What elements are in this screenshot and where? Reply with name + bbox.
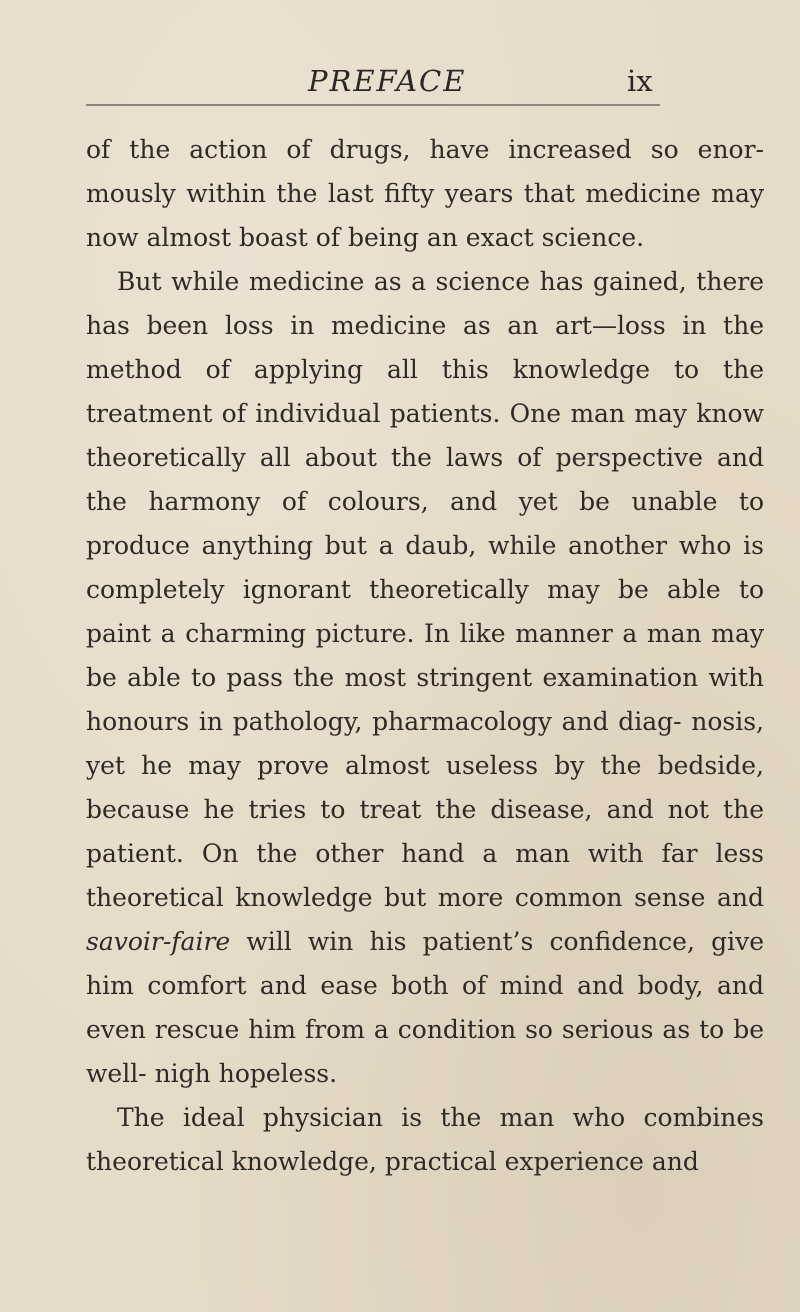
paragraph-1-text: of the action of drugs, have increased so enor- mously within the last fifty years that medicine may now almost boast of being an exact science.	[86, 135, 764, 252]
body-text	[86, 128, 764, 1184]
paragraph-2-text-after: will win his patient’s confidence, give him comfort and ease both of mind and body, and even rescue him from a condition so serious as to be well- nigh hopeless.	[86, 927, 764, 1088]
page-number: ix	[627, 64, 653, 98]
running-title: PREFACE	[308, 64, 467, 98]
paragraph-3-text: The ideal physician is the man who combines theoretical knowledge, practical experience and	[86, 1103, 764, 1176]
paragraph-2	[86, 260, 764, 1096]
paragraph-3	[86, 1096, 764, 1184]
paragraph-2-text-before: But while medicine as a science has gained, there has been loss in medicine as an art—loss in the method of applying all this knowledge to the treatment of individual patients. One man may know theoretically all about the laws of perspective and the harmony of colours, and yet be unable to produce anything but a daub, while another who is completely ignorant theoretically may be able to paint a charming picture. In like manner a man may be able to pass the most stringent examination with honours in pathology, pharmacology and diag- nosis, yet he may prove almost useless by the bedside, because he tries to treat the disease, and not the patient. On the other hand a man with far less theoretical knowledge but more common sense and	[86, 267, 764, 912]
page-header	[0, 64, 800, 104]
paragraph-2-italic-term: savoir-faire	[86, 927, 231, 956]
paragraph-1	[86, 128, 764, 260]
header-rule	[86, 104, 660, 106]
